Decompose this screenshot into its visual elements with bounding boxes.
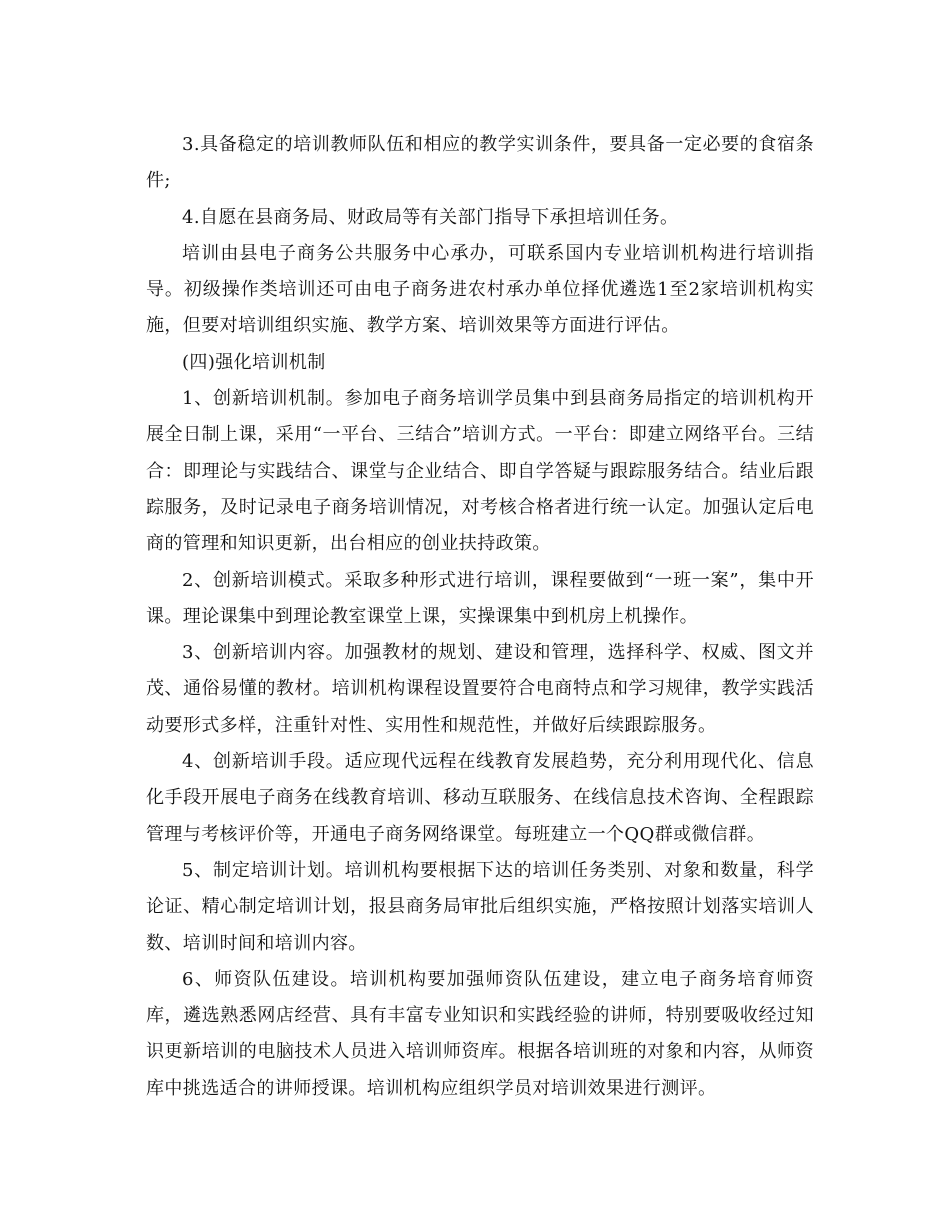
paragraph-item-4-means: 4、创新培训手段。适应现代远程在线教育发展趋势，充分利用现代化、信息化手段开展电子商务在线教育培训、移动互联服务、在线信息技术咨询、全程跟踪管理与考核评价等，开通电子商务网络课堂。每班建立一个QQ群或微信群。: [146, 751, 814, 845]
paragraph-requirement-4: 4.自愿在县商务局、财政局等有关部门指导下承担培训任务。: [182, 206, 679, 228]
section-heading-strengthen-mechanism: (四)强化培训机制: [182, 351, 326, 373]
paragraph-item-2-mode: 2、创新培训模式。采取多种形式进行培训，课程要做到“一班一案”，集中开课。理论课集中到理论教室课堂上课，实操课集中到机房上机操作。: [146, 569, 814, 627]
paragraph-item-1-mechanism: 1、创新培训机制。参加电子商务培训学员集中到县商务局指定的培训机构开展全日制上课，采用“一平台、三结合”培训方式。一平台：即建立网络平台。三结合：即理论与实践结合、课堂与企业结合、即自学答疑与跟踪服务结合。结业后跟踪服务，及时记录电子商务培训情况，对考核合格者进行统一认定。加强认定后电商的管理和知识更新，出台相应的创业扶持政策。: [146, 388, 814, 555]
paragraph-item-3-content: 3、创新培训内容。加强教材的规划、建设和管理，选择科学、权威、图文并茂、通俗易懂的教材。培训机构课程设置要符合电商特点和学习规律，教学实践活动要形式多样，注重针对性、实用性和规范性，并做好后续跟踪服务。: [146, 642, 814, 736]
document-body: [146, 127, 814, 1107]
paragraph-item-5-plan: 5、制定培训计划。培训机构要根据下达的培训任务类别、对象和数量，科学论证、精心制定培训计划，报县商务局审批后组织实施，严格按照计划落实培训人数、培训时间和培训内容。: [146, 859, 814, 954]
paragraph-training-organizer: 培训由县电子商务公共服务中心承办，可联系国内专业培训机构进行培训指导。初级操作类培训还可由电子商务进农村承办单位择优遴选1至2家培训机构实施，但要对培训组织实施、教学方案、培训效果等方面进行评估。: [146, 242, 814, 337]
paragraph-requirement-3: 3.具备稳定的培训教师队伍和相应的教学实训条件，要具备一定必要的食宿条件;: [146, 134, 814, 192]
paragraph-item-6-teachers: 6、师资队伍建设。培训机构要加强师资队伍建设，建立电子商务培育师资库，遴选熟悉网店经营、具有丰富专业知识和实践经验的讲师，特别要吸收经过知识更新培训的电脑技术人员进入培训师资库。根据各培训班的对象和内容，从师资库中挑选适合的讲师授课。培训机构应组织学员对培训效果进行测评。: [146, 968, 814, 1099]
